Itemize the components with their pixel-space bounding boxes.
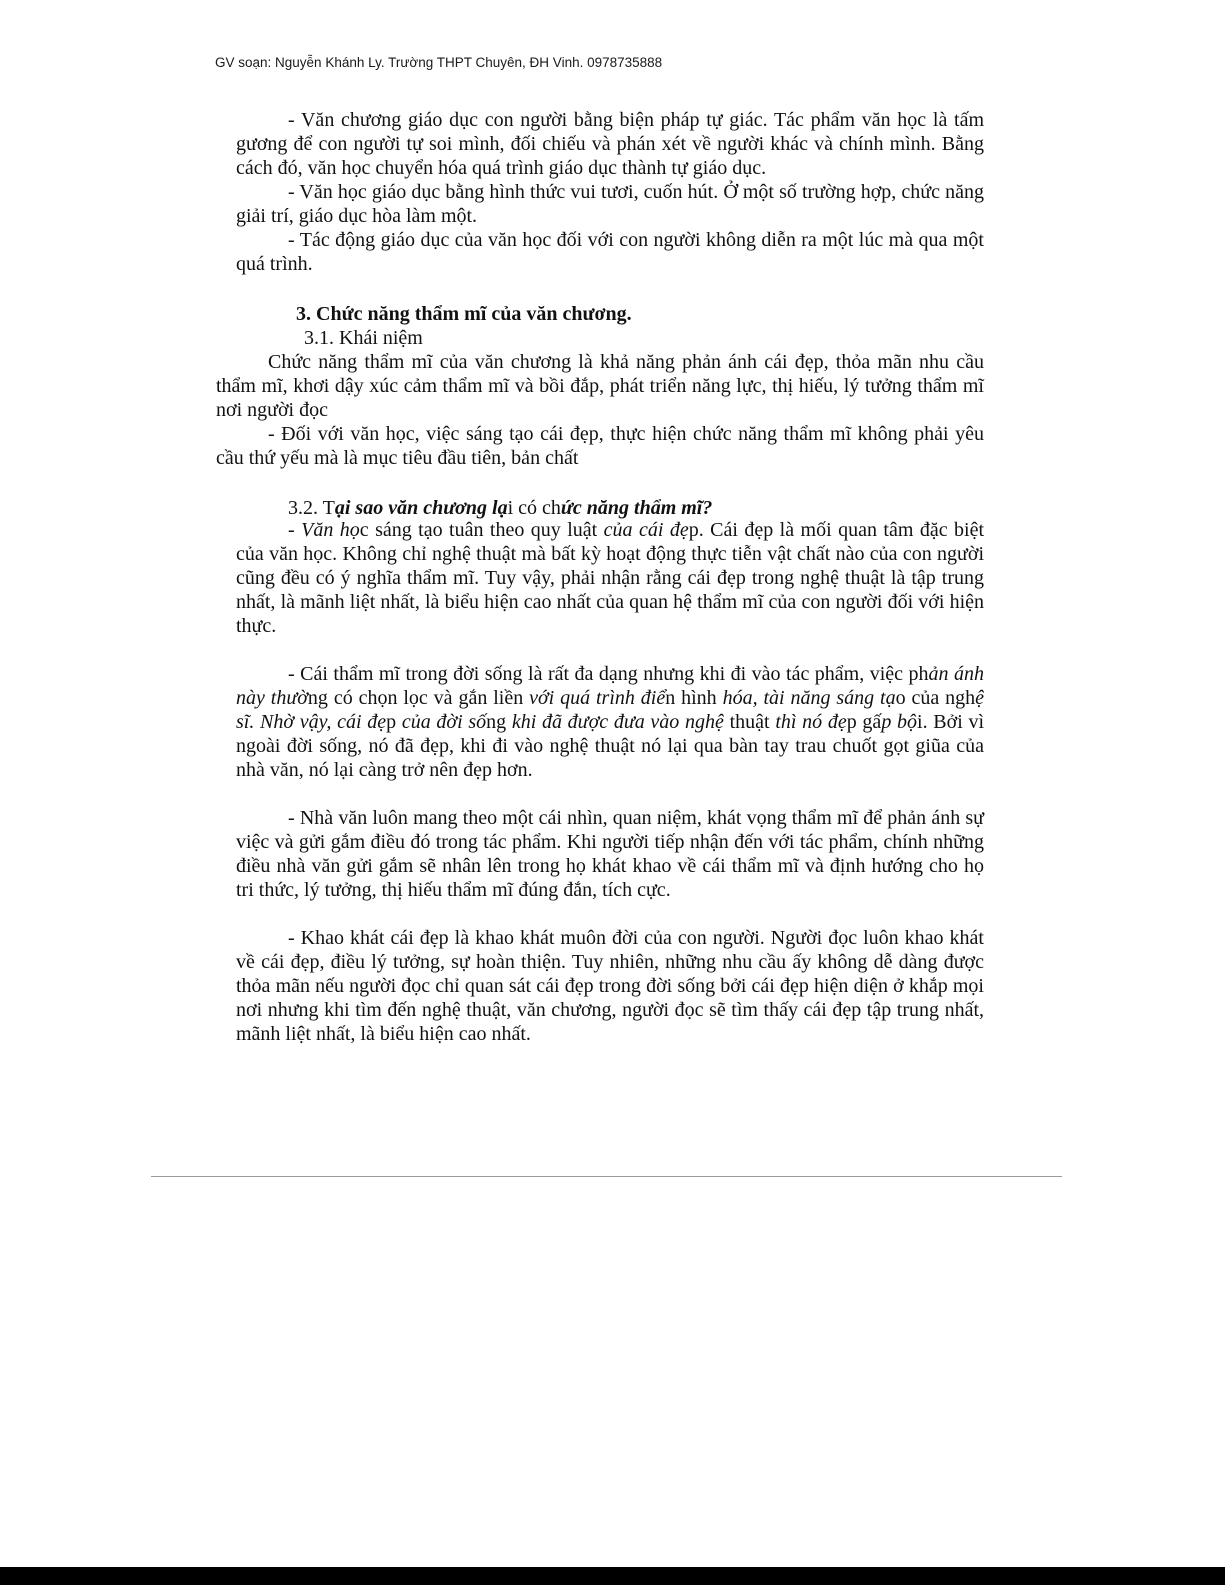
paragraph-b (236, 662, 984, 782)
text-run: khi đã được đưa vào nghệ (511, 711, 724, 733)
text-run: thuật (723, 711, 776, 733)
intro-section (236, 108, 984, 276)
paragraph: Chức năng thẩm mĩ của văn chương là khả năng phản ánh cái đẹp, thỏa mãn nhu cầu thẩm mĩ, khơi dậy xúc cảm thẩm mĩ và bồi đắp, phát triển năng lực, thị hiếu, lý tưởng thẩm mĩ nơi người đọc (216, 351, 984, 421)
paragraph-a (236, 518, 984, 638)
subsection-heading-2 (288, 496, 712, 520)
paragraph: - Tác động giáo dục của văn học đối với con người không diễn ra một lúc mà qua một quá trình. (236, 229, 984, 275)
text-run: của đời số (401, 711, 487, 733)
text-run: p gấ (846, 711, 882, 733)
text-run: - (288, 519, 302, 541)
paragraph: - Khao khát cái đẹp là khao khát muôn đời của con người. Người đọc luôn khao khát về cái đẹp, điều lý tưởng, sự hoàn thiện. Tuy nhiên, những nhu cầu ấy không dễ dàng được thỏa mãn nếu người đọc chỉ quan sát cái đẹp trong đời sống bởi cái đẹp hiện diện ở khắp mọi nơi nhưng khi tìm đến nghệ thuật, văn chương, người đọc sẽ tìm thấy cái đẹp tập trung nhất, mãnh liệt nhất, là biểu hiện cao nhất. (236, 927, 984, 1045)
text-run: p. Cái đẹp là mối quan tâm đặc biệt của văn học. Không chỉ nghệ thuật mà bất kỳ hoạt động thực tiễn vật chất nào của con người cũng đều có ý nghĩa thẩm mĩ. Tuy vậy, phải nhận rằng cái đẹp trong nghệ thuật là tập trung nhất, là mãnh liệt nhất, là biểu hiện cao nhất của quan hệ thẩm mĩ của con người đối với hiện thực. (236, 519, 985, 637)
page-header: GV soạn: Nguyễn Khánh Ly. Trường THPT Chuyên, ĐH Vinh. 0978735888 (215, 55, 663, 70)
page-bottom-edge (0, 1567, 1225, 1585)
text-run: - Cái thẩm mĩ trong đời sống là rất đa dạng nhưng khi đi vào tác phẩm, việc ph (288, 663, 929, 685)
paragraph: - Đối với văn học, việc sáng tạo cái đẹp, thực hiện chức năng thẩm mĩ không phải yêu cầu thứ yếu mà là mục tiêu đầu tiên, bản chất (216, 423, 984, 469)
text-run: ng (486, 711, 512, 733)
heading-text: ức năng thẩm mĩ? (560, 497, 713, 519)
paragraph (236, 662, 984, 782)
heading-text: i có ch (507, 497, 561, 519)
text-run: ản ánh này thườ (236, 663, 984, 709)
text-run: o của ngh (895, 687, 976, 709)
text-run: p (386, 711, 402, 733)
text-run: của cái đẹ (603, 519, 689, 541)
paragraph: - Nhà văn luôn mang theo một cái nhìn, quan niệm, khát vọng thẩm mĩ để phản ánh sự việc và gửi gắm điều đó trong tác phẩm. Khi người tiếp nhận đến với tác phẩm, chính những điều nhà văn gửi gắm sẽ nhân lên trong họ khát khao về cái thẩm mĩ và định hướng cho họ tri thức, lý tưởng, thị hiếu thẩm mĩ đúng đắn, tích cực. (236, 807, 984, 901)
text-run: n hình (665, 687, 723, 709)
text-run: ng có chọn lọc và gắn liền (307, 687, 530, 709)
paragraph: - Văn học giáo dục bằng hình thức vui tươi, cuốn hút. Ở một số trường hợp, chức năng giải trí, giáo dục hòa làm một. (236, 181, 984, 227)
text-run: thì nó đẹ (775, 711, 847, 733)
text-run: với quá trình điể (529, 687, 666, 709)
text-run: p bộ (881, 711, 918, 733)
footer-rule (151, 1176, 1062, 1177)
paragraph-c (236, 806, 984, 902)
text-run: c sáng tạo tuân theo quy luật (359, 519, 604, 541)
definition-section (216, 350, 984, 470)
heading-text: 3.2. T (288, 497, 335, 519)
paragraph: - Văn chương giáo dục con người bằng biện pháp tự giác. Tác phẩm văn học là tấm gương để con người tự soi mình, đối chiếu và phán xét về người khác và chính mình. Bằng cách đó, văn học chuyển hóa quá trình giáo dục thành tự giáo dục. (236, 109, 984, 179)
text-run: Văn họ (301, 519, 360, 541)
subsection-heading: 3.1. Khái niệm (304, 327, 423, 349)
paragraph (236, 518, 984, 638)
paragraph-d (236, 926, 984, 1046)
section-heading: 3. Chức năng thẩm mĩ của văn chương. (296, 303, 632, 325)
text-run: i. Bởi vì ngoài đời sống, nó đã đẹp, khi đi vào nghệ thuật nó lại qua bàn tay trau chuốt gọt giũa của nhà văn, nó lại càng trở nên đẹp hơn. (236, 711, 985, 781)
text-run: ệ sĩ. Nhờ vậy, cái đẹ (236, 687, 985, 733)
text-run: hóa, tài năng sáng tạ (722, 687, 896, 709)
heading-text: ại sao văn chương lạ (334, 497, 508, 519)
